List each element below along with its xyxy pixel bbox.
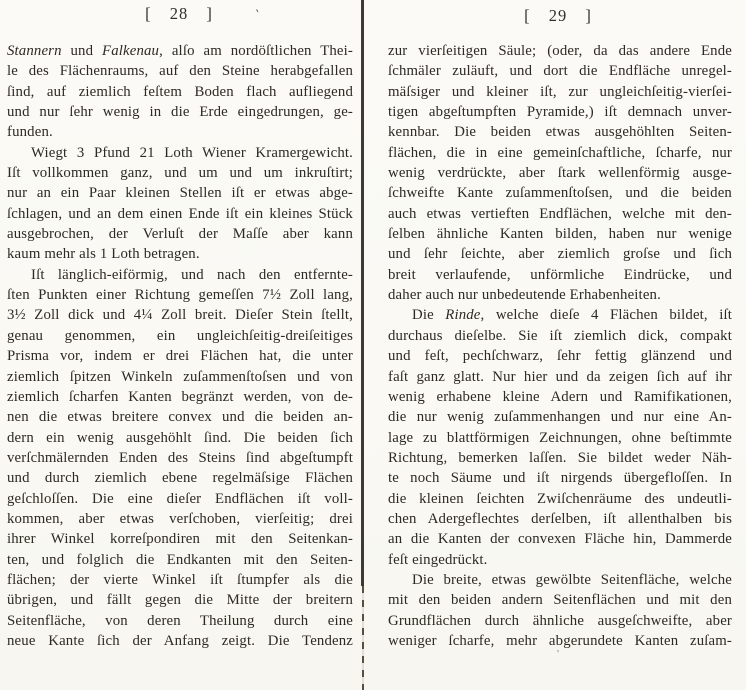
text-segment: ten, und folglich die Endkanten mit den Seiten-: [7, 551, 353, 568]
text-segment: flächen; der vierte Winkel iſt ſtumpfer als die: [7, 571, 353, 588]
text-segment: wenig erhabene kleine Adern und Ramifikationen,: [388, 388, 732, 405]
italic-term: Rinde: [445, 307, 481, 324]
text-line: [388, 448, 732, 468]
text-line: [7, 61, 353, 81]
text-line: [7, 183, 353, 203]
text-line: [388, 183, 732, 203]
page-text-right: [388, 41, 732, 651]
text-segment: Iſt vollkommen ganz, und um und um inkruſtirt;: [7, 165, 353, 182]
page-header-right: [388, 6, 728, 26]
text-line: [7, 611, 353, 631]
text-segment: und ſehr ſeichte, aber ziemlich groſse und ſich: [388, 246, 732, 263]
scan-artifact: ': [557, 648, 559, 660]
text-segment: tigen abgeſtumpften Pyramide,) iſt demnach unver-: [388, 104, 732, 121]
text-line: [7, 305, 353, 325]
text-line: [388, 41, 732, 61]
text-line: [388, 407, 732, 427]
text-line: [7, 631, 353, 651]
text-segment: dern ein wenig ausgehöhlt ſind. Die beiden ſich: [7, 429, 353, 446]
text-line: [388, 163, 732, 183]
text-segment: nen die etwas breitere convex und die beiden an-: [7, 409, 353, 426]
italic-term: Falkenau: [102, 43, 160, 59]
text-line: [388, 305, 732, 325]
text-line: [388, 265, 732, 285]
page-number-left: [ 28 ]: [145, 4, 213, 23]
text-line: [7, 509, 353, 529]
text-segment: Die: [412, 307, 446, 324]
text-line: [7, 204, 353, 224]
text-segment: Prisma vor, indem er drei Flächen hat, die unter: [7, 348, 353, 365]
text-line: [388, 285, 732, 305]
text-segment: ſchweifte Kante zuſammenſtoſsen, und die beiden: [388, 185, 732, 202]
text-line: [7, 428, 353, 448]
text-line: [7, 326, 353, 346]
text-segment: lage zu blattförmigen Zeichnungen, ohne beſtimmte: [388, 429, 732, 446]
text-line: [7, 163, 353, 183]
text-line: [7, 41, 353, 61]
text-line: [388, 367, 732, 387]
text-segment: feſt eingedrückt.: [388, 551, 488, 568]
text-segment: funden.: [7, 124, 53, 141]
text-line: [7, 387, 353, 407]
text-line: [388, 550, 732, 570]
text-line: [7, 224, 353, 244]
italic-term: Stannern: [7, 43, 62, 59]
text-segment: ſelben ähnliche Kanten bilden, haben nur wenige: [388, 226, 732, 243]
text-segment: ziemlich ſcharfen Kanten begränzt werden, von de-: [7, 388, 353, 405]
text-segment: ſind, auf ziemlich feſtem Boden flach aufliegend: [7, 83, 353, 100]
text-segment: zur vierſeitigen Säule; (oder, da das andere Ende: [388, 43, 732, 59]
text-line: [388, 631, 732, 651]
text-segment: Richtung, bemerken laſſen. Sie bildet weder Näh-: [388, 449, 732, 466]
text-segment: weniger ſcharfe, mehr abgerundete Kanten zuſam-: [388, 632, 732, 649]
text-line: [7, 550, 353, 570]
text-segment: neue Kante ſich der Anfang zeigt. Die Tendenz: [7, 632, 353, 649]
text-line: [388, 102, 732, 122]
text-line: [7, 367, 353, 387]
text-segment: geſchloſſen. Die eine dieſer Endflächen iſt voll-: [7, 490, 353, 507]
text-line: [7, 143, 353, 163]
text-segment: ausgebrochen, der Verluſt der Maſſe aber kann: [7, 226, 353, 243]
text-line: [7, 570, 353, 590]
text-segment: Wiegt 3 Pfund 21 Loth Wiener Kramergewicht.: [31, 144, 353, 161]
text-segment: 3½ Zoll dick und 4¼ Zoll breit. Dieſer Stein ſtellt,: [7, 307, 353, 324]
text-segment: auch etwas vertieften Endflächen, welche mit den-: [388, 205, 732, 222]
text-segment: , alſo am nordöſtlichen Thei-: [159, 43, 353, 59]
text-segment: le des Flächenraums, auf den Steine herabgefallen: [7, 63, 353, 80]
text-segment: te noch Säume und iſt nirgends übergefloſſen. In: [388, 470, 732, 487]
text-line: [388, 346, 732, 366]
text-line: [388, 326, 732, 346]
text-line: [388, 244, 732, 264]
text-line: [7, 448, 353, 468]
text-line: [388, 224, 732, 244]
text-line: [388, 509, 732, 529]
text-line: [7, 82, 353, 102]
text-line: [7, 489, 353, 509]
page-number-right: [ 29 ]: [524, 6, 592, 25]
text-line: [7, 407, 353, 427]
page-header-left: [6, 4, 352, 24]
text-segment: die nur wenig zuſammenhangen und nur eine An-: [388, 409, 732, 426]
text-segment: an die Kanten der convexen Fläche hin, Dammerde: [388, 531, 732, 548]
text-segment: Iſt länglich-eiförmig, und nach den entfernte-: [31, 266, 353, 283]
text-line: [388, 143, 732, 163]
text-segment: ziemlich ſpitzen Winkeln zuſammenſtoſsen und von: [7, 368, 353, 385]
text-segment: nur an ein Paar kleinen Stellen iſt er etwas abge-: [7, 185, 353, 202]
text-segment: wenig verdrückte, aber ſtark wellenförmig ausge-: [388, 165, 732, 182]
text-segment: kaum mehr als 1 Loth betragen.: [7, 246, 200, 263]
text-segment: mit den beiden andern Seitenflächen und mit den: [388, 592, 732, 609]
text-line: [7, 468, 353, 488]
text-line: [388, 82, 732, 102]
text-line: [388, 489, 732, 509]
text-segment: genau genommen, ein ungleichſeitig-dreiſeitiges: [7, 327, 353, 344]
page-text-left: [7, 41, 353, 651]
text-line: [7, 285, 353, 305]
text-line: [388, 570, 732, 590]
text-segment: und nur ſehr wenig in die Erde eingedrungen, ge-: [7, 104, 353, 121]
text-segment: verſchmälernden Enden des Steins ſind abgeſtumpft: [7, 449, 353, 466]
scan-artifact: `: [250, 7, 261, 25]
text-line: [388, 204, 732, 224]
divider-solid-segment: [361, 0, 364, 586]
text-segment: kommen, aber etwas verſchoben, vierſeitig; drei: [7, 510, 353, 527]
text-line: [388, 428, 732, 448]
text-line: [388, 387, 732, 407]
text-segment: durchaus dieſelbe. Sie iſt ziemlich dick, compakt: [388, 327, 732, 344]
text-segment: faſt ganz glatt. Nur hier und da zeigen ſich auf ihr: [388, 368, 732, 385]
text-segment: chen Adergeflechtes derſelben, iſt allenthalben bis: [388, 510, 732, 527]
text-segment: , welche dieſe 4 Flächen bildet, iſt: [480, 307, 732, 324]
text-line: [388, 61, 732, 81]
text-line: [7, 346, 353, 366]
text-line: [7, 265, 353, 285]
text-segment: ſchmäler zuläuft, und dort die Endfläche unregel-: [388, 63, 732, 80]
text-segment: und feſt, pechſchwarz, ſehr fettig glänzend und: [388, 348, 732, 365]
divider-dashed-segment: [362, 586, 364, 690]
text-line: [7, 244, 353, 264]
text-line: [388, 468, 732, 488]
text-segment: Die breite, etwas gewölbte Seitenfläche, welche: [412, 571, 732, 588]
text-segment: mäſsiger und kleiner iſt, zur ungleichſeitig-vierſei-: [388, 83, 732, 100]
text-segment: ſchlagen, und an dem einen Ende iſt ein kleines Stück: [7, 205, 353, 222]
text-segment: Seitenfläche, von deren Theilung durch eine: [7, 612, 353, 629]
text-segment: übrigen, und fällt gegen die Mitte der breitern: [7, 592, 353, 609]
text-line: [7, 590, 353, 610]
text-segment: ſten Punkten einer Richtung gemeſſen 7½ Zoll lang,: [7, 287, 353, 304]
text-segment: breit verlaufende, unförmliche Eindrücke, und: [388, 266, 732, 283]
column-divider: [361, 0, 364, 690]
text-segment: kennbar. Die beiden etwas ausgehöhlten Seiten-: [388, 124, 732, 141]
text-segment: Grundflächen durch ähnliche ausgeſchweifte, aber: [388, 612, 732, 629]
text-segment: und: [61, 43, 103, 59]
text-segment: die kleinen ſeichten Zwiſchenräume des undeutli-: [388, 490, 732, 507]
text-segment: ihrer Winkel korreſpondiren mit den Seitenkan-: [7, 531, 353, 548]
text-line: [388, 122, 732, 142]
text-line: [388, 611, 732, 631]
text-segment: und durch ziemlich ebene regelmäſsige Flächen: [7, 470, 353, 487]
text-segment: flächen, die in eine gemeinſchaftliche, ſcharfe, nur: [388, 144, 732, 161]
text-line: [7, 122, 353, 142]
text-line: [7, 102, 353, 122]
text-line: [388, 529, 732, 549]
text-line: [388, 590, 732, 610]
text-line: [7, 529, 353, 549]
text-segment: daher auch nur unbedeutende Erhabenheiten.: [388, 287, 661, 304]
